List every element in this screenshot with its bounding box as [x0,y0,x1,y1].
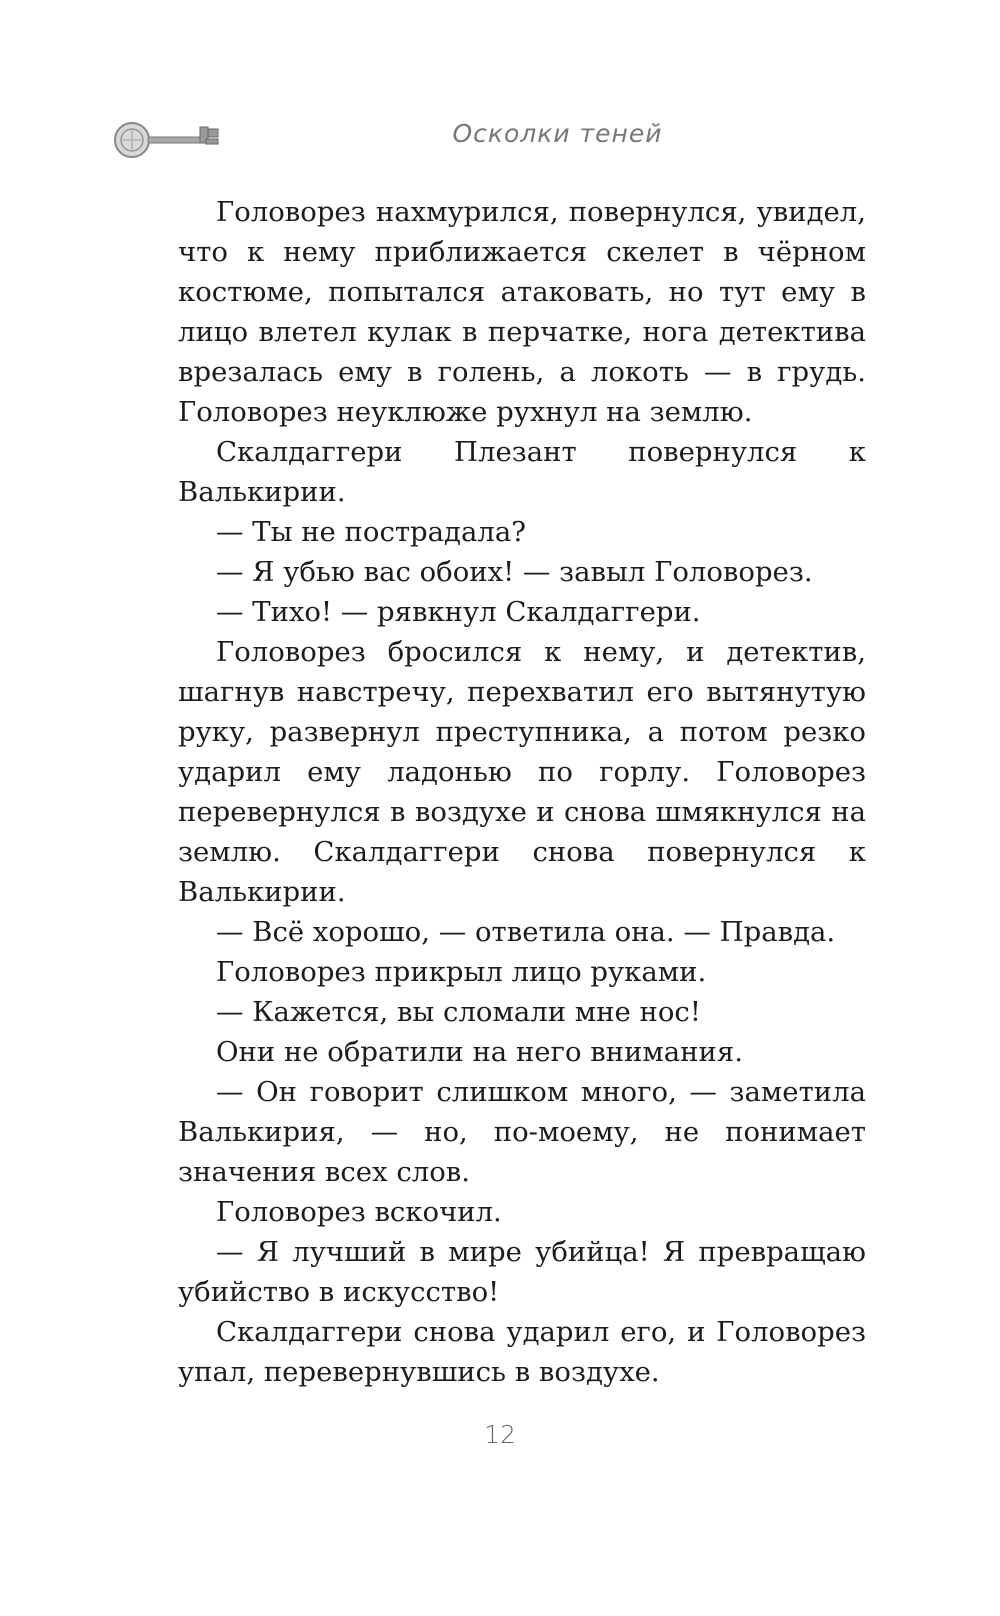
paragraph: — Я убью вас обоих! — завыл Головорез. [216,556,813,588]
paragraph: Головорез прикрыл лицо руками. [216,956,707,988]
paragraph: — Всё хорошо, — ответила она. — Правда. [216,916,836,948]
paragraph: Они не обратили на него внимания. [216,1036,743,1068]
page-header [110,115,890,165]
paragraph: — Я лучший в мире убийца! Я превращаю убийство в искусство! [178,1236,866,1308]
paragraph: — Кажется, вы сломали мне нос! [216,996,701,1028]
paragraph: Головорез вскочил. [216,1196,502,1228]
running-title: Осколки теней [452,119,663,148]
paragraph: Головорез нахмурился, повернулся, увидел, что к нему приближается скелет в чёрном костюме, попытался атаковать, но тут ему в лицо влетел кулак в перчатке, нога детектива врезалась ему в голень, а локоть — в грудь. Головорез неуклюже рухнул на землю. [178,196,866,428]
paragraph: Скалдаггери снова ударил его, и Головорез упал, перевернувшись в воздухе. [178,1316,866,1388]
paragraph: — Он говорит слишком много, — заметила Валькирия, — но, по-моему, не понимает значения всех слов. [178,1076,866,1188]
body-text [178,192,866,1392]
paragraph: Головорез бросился к нему, и детектив, шагнув навстречу, перехватил его вытянутую руку, развернул преступника, а потом резко ударил ему ладонью по горлу. Головорез перевернулся в воздухе и снова шмякнулся на землю. Скалдаггери снова повернулся к Валькирии. [178,636,866,908]
paragraph: Скалдаггери Плезант повернулся к Валькирии. [178,436,866,508]
paragraph: — Ты не пострадала? [216,516,526,548]
page-number: 12 [484,1420,516,1449]
paragraph: — Тихо! — рявкнул Скалдаггери. [216,596,701,628]
